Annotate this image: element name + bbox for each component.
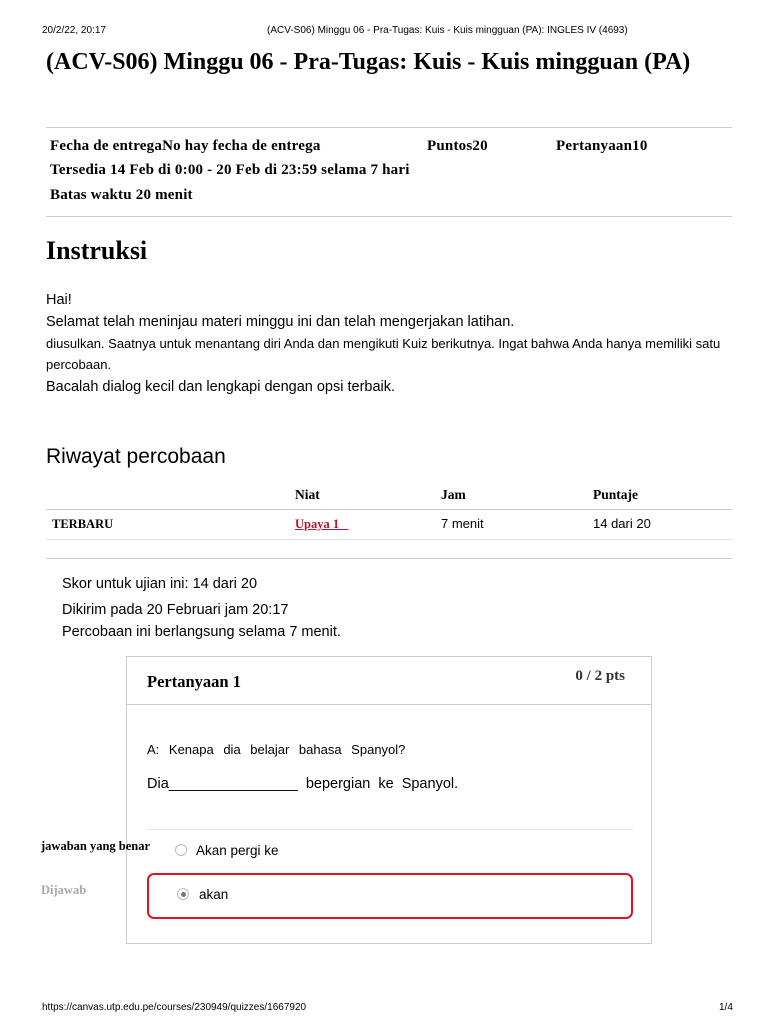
history-heading: Riwayat percobaan — [46, 445, 226, 468]
points-info — [427, 138, 488, 155]
attempt-score: 14 dari 20 — [593, 516, 651, 531]
questions-label: Pertanyaan — [556, 138, 633, 154]
instruction-line: Bacalah dialog kecil dan lengkapi dengan opsi terbaik. — [46, 379, 396, 395]
correct-answer-label: jawaban yang benar — [41, 839, 151, 853]
latest-label: TERBARU — [52, 517, 114, 531]
availability: Tersedia 14 Feb di 0:00 - 20 Feb di 23:59 selama 7 hari — [50, 162, 410, 178]
answered-label: Dijawab — [41, 883, 87, 897]
radio-selected-icon[interactable] — [177, 888, 189, 900]
attempt-link[interactable]: Upaya 1 — [295, 517, 340, 531]
attempt-time: 7 menit — [441, 516, 484, 531]
attempt-duration: Percobaan ini berlangsung selama 7 menit. — [62, 624, 341, 640]
divider — [46, 216, 732, 217]
print-datetime: 20/2/22, 20:17 — [42, 25, 106, 36]
option-label: akan — [199, 887, 229, 902]
history-col-score: Puntaje — [593, 487, 638, 502]
question-card — [126, 656, 652, 944]
submitted-at: Dikirim pada 20 Februari jam 20:17 — [62, 602, 289, 618]
question-blank: ________________ — [168, 776, 298, 792]
score-summary: Skor untuk ujian ini: 14 dari 20 — [62, 576, 258, 592]
instruction-line: Hai! — [46, 292, 72, 308]
points-label: Puntos — [427, 138, 473, 154]
question-title: Pertanyaan 1 — [147, 672, 241, 691]
due-date — [50, 138, 321, 155]
question-header — [127, 657, 651, 705]
option-label: Akan pergi ke — [196, 843, 279, 858]
table-row — [46, 510, 732, 540]
time-limit: Batas waktu 20 menit — [50, 187, 193, 203]
due-value: No hay fecha de entrega — [162, 138, 321, 154]
print-page-number: 1/4 — [719, 1002, 733, 1013]
options-divider — [147, 829, 633, 830]
question-text-before: Dia — [147, 776, 169, 792]
radio-unselected-icon[interactable] — [175, 844, 187, 856]
question-line-2 — [147, 776, 458, 792]
question-text-after: bepergian ke Spanyol. — [305, 776, 459, 792]
history-col-attempt: Niat — [295, 487, 320, 502]
print-url: https://canvas.utp.edu.pe/courses/230949/quizzes/1667920 — [42, 1002, 307, 1013]
questions-info — [556, 138, 648, 155]
due-label: Fecha de entrega — [50, 138, 163, 154]
questions-value: 10 — [632, 138, 648, 154]
divider — [46, 558, 732, 559]
table-row-rule — [46, 539, 732, 540]
instruction-line: Selamat telah meninjau materi minggu ini dan telah mengerjakan latihan. — [46, 314, 515, 330]
instructions-heading: Instruksi — [46, 236, 148, 265]
history-col-time: Jam — [441, 487, 466, 502]
question-line-1: A: Kenapa dia belajar bahasa Spanyol? — [147, 742, 406, 757]
instruction-line: diusulkan. Saatnya untuk menantang diri Anda dan mengikuti Kuiz berikutnya. Ingat bahwa Anda hanya memiliki satu percobaan. — [46, 336, 721, 372]
divider — [46, 127, 732, 128]
points-value: 20 — [472, 138, 488, 154]
page-title: (ACV-S06) Minggu 06 - Pra-Tugas: Kuis - Kuis mingguan (PA) — [46, 49, 691, 75]
print-page-title: (ACV-S06) Minggu 06 - Pra-Tugas: Kuis - Kuis mingguan (PA): INGLES IV (4693) — [267, 25, 628, 36]
question-points: 0 / 2 pts — [575, 668, 625, 684]
